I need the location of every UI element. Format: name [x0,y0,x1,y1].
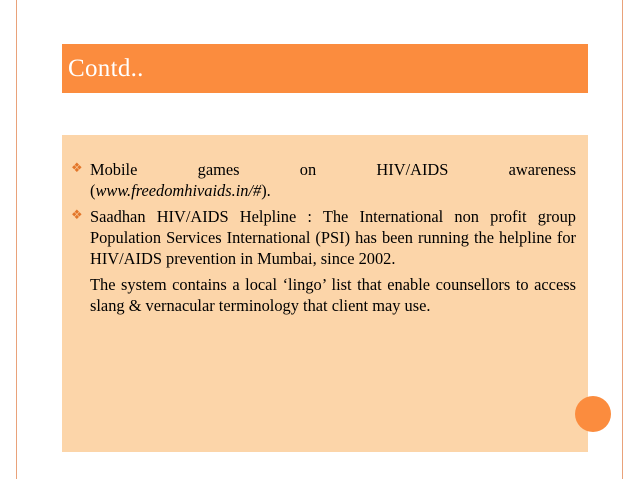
link-close-paren: ). [261,181,271,200]
bullet-text-line: Mobile games on HIV/AIDS awareness [90,160,576,179]
freedomhivaids-link[interactable]: www.freedomhivaids.in/# [95,181,262,200]
bullet-icon: ❖ [71,161,83,176]
title-bar [62,44,588,93]
bullet-item-saadhan-helpline [71,206,576,316]
left-frame-line [16,0,17,479]
bullet-text: Saadhan HIV/AIDS Helpline : The International non profit group Population Services International (PSI) has been running the helpline for HIV/AIDS prevention in Mumbai, since 2002. [90,207,576,268]
bullet-icon: ❖ [71,208,83,223]
link-open-paren: ( [90,181,96,200]
decorative-circle [575,396,611,432]
right-frame-line [622,0,623,479]
slide-title: Contd.. [68,54,144,82]
content-box [62,135,588,452]
bullet-text-link-line [90,180,576,201]
bullet-item-mobile-games [71,159,576,201]
bullet-continuation-text: The system contains a local ‘lingo’ list that enable counsellors to access slang & vernacular terminology that client may use. [90,275,576,315]
